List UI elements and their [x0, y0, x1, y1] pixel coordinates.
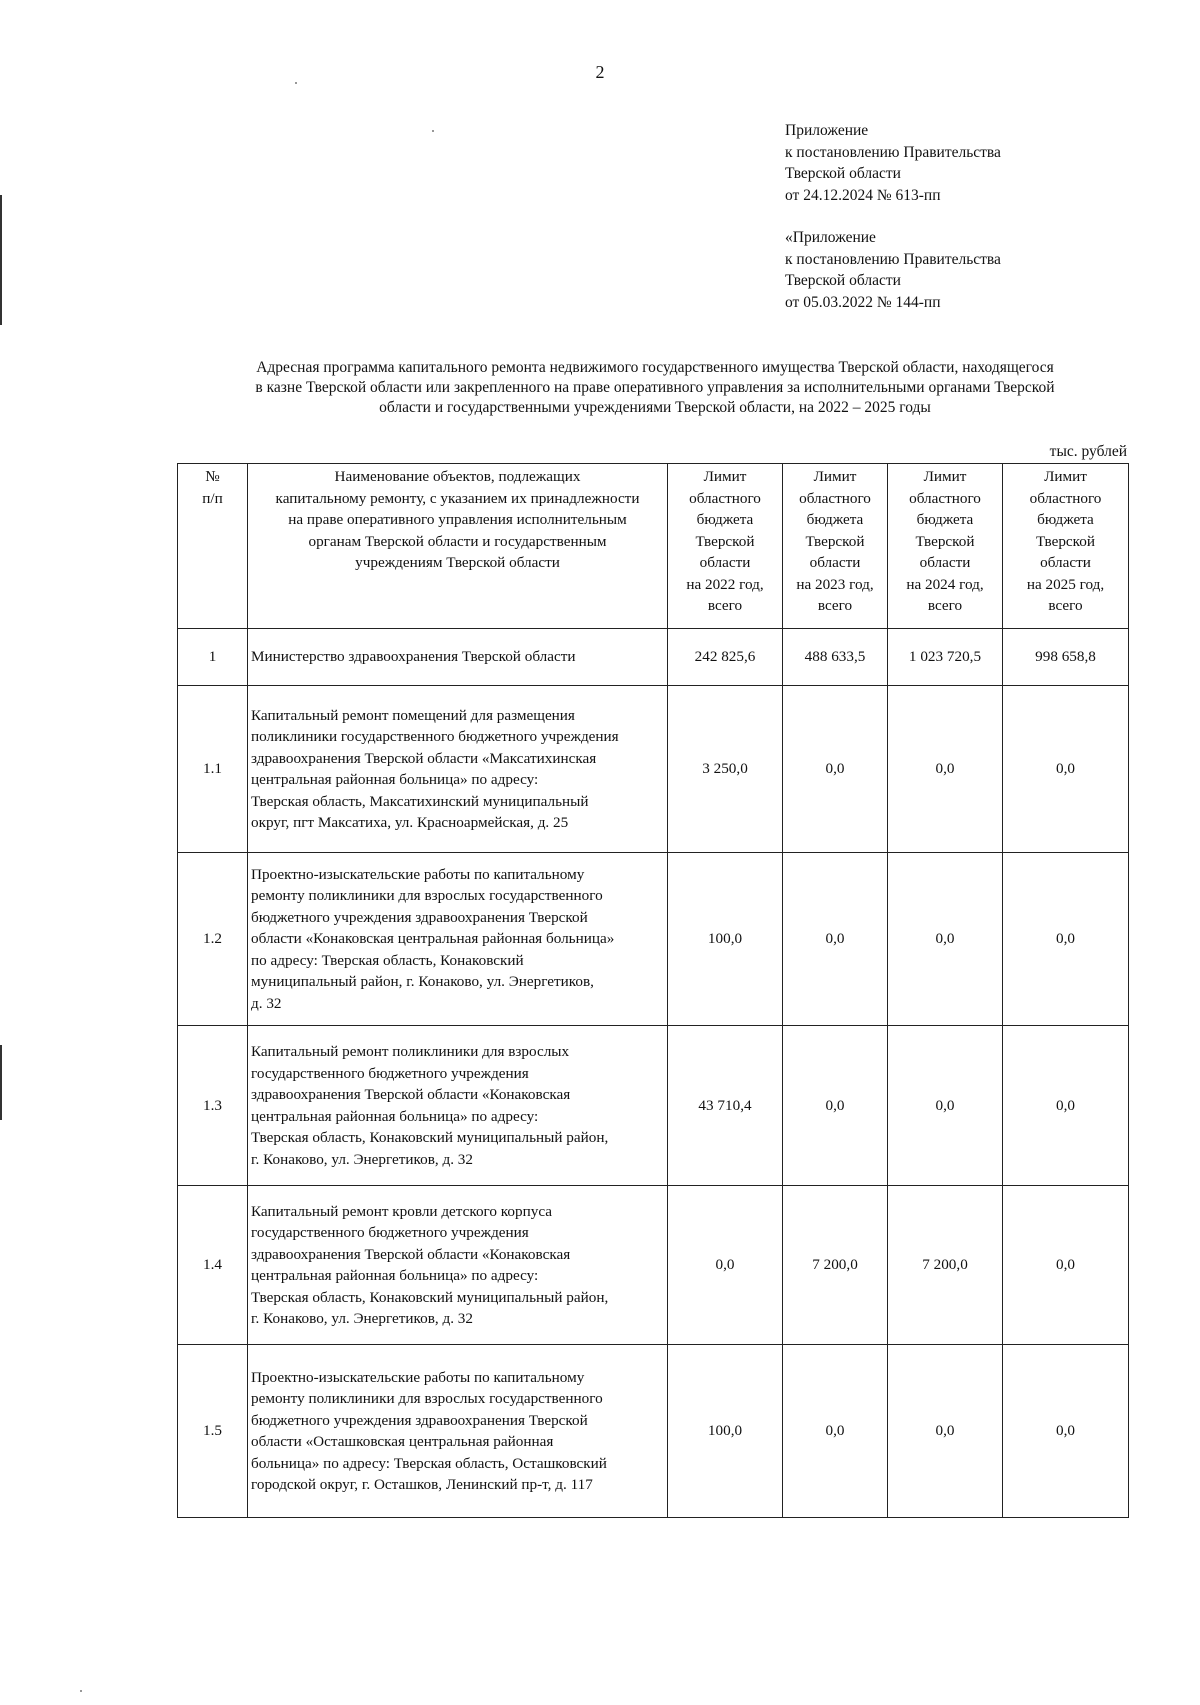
- header-line: на 2025 год,: [1026, 575, 1105, 593]
- value-2025: 0,0: [1003, 686, 1129, 853]
- name-line: государственного бюджетного учреждения: [251, 1224, 529, 1241]
- annex-line: к постановлению Правительства: [785, 143, 1001, 161]
- name-line: д. 32: [251, 994, 282, 1012]
- name-line: ремонту поликлиники для взрослых государственного: [251, 887, 603, 905]
- header-line: Тверской: [915, 532, 975, 550]
- name-line: бюджетного учреждения здравоохранения Тверской: [251, 1411, 588, 1429]
- header-limit-2024: [888, 464, 1003, 629]
- header-line: на праве оперативного управления исполнительным: [288, 511, 627, 528]
- name-line: Капитальный ремонт поликлиники для взрослых: [251, 1043, 570, 1060]
- name-line: центральная районная больница» по адресу:: [251, 771, 539, 788]
- row-name: [248, 1026, 668, 1186]
- name-line: центральная районная больница» по адресу:: [251, 1267, 539, 1284]
- header-line: на 2022 год,: [686, 575, 764, 593]
- value-2022: 100,0: [668, 1345, 783, 1518]
- name-line: Капитальный ремонт помещений для размещения: [251, 706, 575, 724]
- row-name: [248, 1186, 668, 1345]
- name-line: Капитальный ремонт кровли детского корпуса: [251, 1202, 552, 1220]
- header-line: на 2024 год,: [906, 575, 984, 593]
- table-header-row: [178, 464, 1129, 629]
- header-line: области: [699, 554, 751, 571]
- header-limit-2023: [783, 464, 888, 629]
- header-line: органам Тверской области и государственным: [308, 532, 607, 550]
- value-2025: 0,0: [1003, 853, 1129, 1026]
- document-title: [205, 358, 1105, 418]
- header-line: учреждениям Тверской области: [355, 554, 560, 571]
- row-number: 1.4: [178, 1186, 248, 1345]
- scan-edge-mark: [0, 1045, 2, 1120]
- header-line: Лимит: [813, 468, 857, 485]
- name-line: здравоохранения Тверской области «Максатихинская: [251, 749, 597, 767]
- row-number: 1: [178, 629, 248, 686]
- header-line: области: [919, 554, 971, 571]
- annex-line: Тверской области: [785, 165, 901, 182]
- table-row: [178, 853, 1129, 1026]
- header-line: областного: [1029, 489, 1102, 507]
- row-number: 1.2: [178, 853, 248, 1026]
- value-2022: 242 825,6: [668, 629, 783, 686]
- value-2024: 7 200,0: [888, 1186, 1003, 1345]
- name-line: области «Осташковская центральная районная: [251, 1433, 554, 1450]
- name-line: государственного бюджетного учреждения: [251, 1064, 529, 1082]
- header-line: Тверской: [1035, 532, 1095, 550]
- value-2023: 0,0: [783, 853, 888, 1026]
- annex-header-original: [785, 227, 1001, 313]
- name-line: здравоохранения Тверской области «Конаковская: [251, 1245, 571, 1263]
- name-line: Проектно-изыскательские работы по капитальному: [251, 1368, 585, 1386]
- header-line: Тверской: [805, 532, 865, 550]
- row-number: 1.1: [178, 686, 248, 853]
- header-line: областного: [799, 489, 871, 507]
- name-line: округ, пгт Максатиха, ул. Красноармейская, д. 25: [251, 814, 569, 831]
- value-2025: 0,0: [1003, 1026, 1129, 1186]
- value-2023: 0,0: [783, 1345, 888, 1518]
- title-line: Адресная программа капитального ремонта недвижимого государственного имущества Тверской области, находящегося: [256, 359, 1054, 376]
- name-line: области «Конаковская центральная районная больница»: [251, 930, 615, 948]
- table-row: [178, 1026, 1129, 1186]
- name-line: бюджетного учреждения здравоохранения Тверской: [251, 908, 588, 926]
- header-line: всего: [707, 597, 743, 614]
- value-2025: 0,0: [1003, 1186, 1129, 1345]
- header-line: п/п: [202, 489, 223, 507]
- name-line: здравоохранения Тверской области «Конаковская: [251, 1086, 571, 1103]
- header-line: всего: [1048, 597, 1083, 614]
- row-name: [248, 853, 668, 1026]
- header-line: области: [1040, 554, 1091, 571]
- row-name: [248, 686, 668, 853]
- header-line: бюджета: [696, 511, 754, 528]
- annex-line: «Приложение: [785, 229, 876, 246]
- header-num: [178, 464, 248, 629]
- value-2022: 3 250,0: [668, 686, 783, 853]
- value-2025: 998 658,8: [1003, 629, 1129, 686]
- header-line: Лимит: [1044, 468, 1087, 485]
- value-2022: 0,0: [668, 1186, 783, 1345]
- value-2023: 7 200,0: [783, 1186, 888, 1345]
- header-line: на 2023 год,: [796, 575, 874, 593]
- value-2023: 488 633,5: [783, 629, 888, 686]
- header-line: областного: [909, 489, 981, 507]
- annex-line: от 24.12.2024 № 613-пп: [785, 186, 941, 204]
- table-row: [178, 1345, 1129, 1518]
- annex-line: от 05.03.2022 № 144-пп: [785, 293, 941, 311]
- table-row: [178, 686, 1129, 853]
- header-line: всего: [927, 597, 963, 614]
- header-line: Лимит: [703, 468, 747, 485]
- program-table: [177, 463, 1129, 1518]
- value-2025: 0,0: [1003, 1345, 1129, 1518]
- page-number: 2: [595, 62, 605, 82]
- table-row: [178, 1186, 1129, 1345]
- value-2024: 0,0: [888, 853, 1003, 1026]
- table-row: [178, 629, 1129, 686]
- header-limit-2022: [668, 464, 783, 629]
- value-2024: 0,0: [888, 1026, 1003, 1186]
- units-label: тыс. рублей: [1049, 443, 1127, 460]
- row-number: 1.3: [178, 1026, 248, 1186]
- value-2022: 100,0: [668, 853, 783, 1026]
- scan-speck: [432, 130, 434, 132]
- name-line: Министерство здравоохранения Тверской области: [251, 648, 576, 666]
- header-limit-2025: [1003, 464, 1129, 629]
- value-2024: 1 023 720,5: [888, 629, 1003, 686]
- header-line: Лимит: [923, 468, 967, 485]
- scan-speck: [80, 1690, 82, 1692]
- row-name: [248, 1345, 668, 1518]
- name-line: Тверская область, Конаковский муниципальный район,: [251, 1129, 609, 1146]
- name-line: Тверская область, Конаковский муниципальный район,: [251, 1288, 609, 1306]
- header-line: области: [809, 554, 861, 571]
- header-line: бюджета: [1037, 511, 1094, 528]
- header-line: капитальному ремонту, с указанием их принадлежности: [275, 489, 640, 507]
- name-line: ремонту поликлиники для взрослых государственного: [251, 1390, 603, 1407]
- name-line: муниципальный район, г. Конаково, ул. Энергетиков,: [251, 973, 594, 991]
- name-line: поликлиники государственного бюджетного учреждения: [251, 728, 619, 745]
- header-line: Тверской: [695, 532, 755, 550]
- annex-line: к постановлению Правительства: [785, 250, 1001, 268]
- annex-line: Тверской области: [785, 272, 901, 289]
- name-line: больница» по адресу: Тверская область, Осташковский: [251, 1454, 607, 1472]
- annex-header-current: [785, 120, 1001, 206]
- header-line: Наименование объектов, подлежащих: [334, 468, 581, 485]
- name-line: по адресу: Тверская область, Конаковский: [251, 951, 524, 969]
- header-line: всего: [817, 597, 853, 614]
- header-name: [248, 464, 668, 629]
- name-line: городской округ, г. Осташков, Ленинский пр-т, д. 117: [251, 1476, 593, 1493]
- value-2023: 0,0: [783, 686, 888, 853]
- header-line: №: [205, 468, 220, 485]
- header-line: бюджета: [916, 511, 974, 528]
- title-line: области и государственными учреждениями Тверской области, на 2022 – 2025 годы: [379, 399, 931, 416]
- annex-line: Приложение: [785, 122, 869, 139]
- name-line: г. Конаково, ул. Энергетиков, д. 32: [251, 1150, 473, 1168]
- row-number: 1.5: [178, 1345, 248, 1518]
- name-line: центральная районная больница» по адресу:: [251, 1107, 539, 1125]
- scan-edge-mark: [0, 195, 2, 325]
- value-2023: 0,0: [783, 1026, 888, 1186]
- value-2022: 43 710,4: [668, 1026, 783, 1186]
- row-name: [248, 629, 668, 686]
- header-line: областного: [689, 489, 761, 507]
- header-line: бюджета: [806, 511, 864, 528]
- value-2024: 0,0: [888, 686, 1003, 853]
- name-line: Проектно-изыскательские работы по капитальному: [251, 865, 585, 883]
- title-line: в казне Тверской области или закрепленного на праве оперативного управления за исполнительными органами Тверской: [255, 379, 1055, 396]
- name-line: г. Конаково, ул. Энергетиков, д. 32: [251, 1310, 473, 1327]
- name-line: Тверская область, Максатихинский муниципальный: [251, 792, 589, 810]
- value-2024: 0,0: [888, 1345, 1003, 1518]
